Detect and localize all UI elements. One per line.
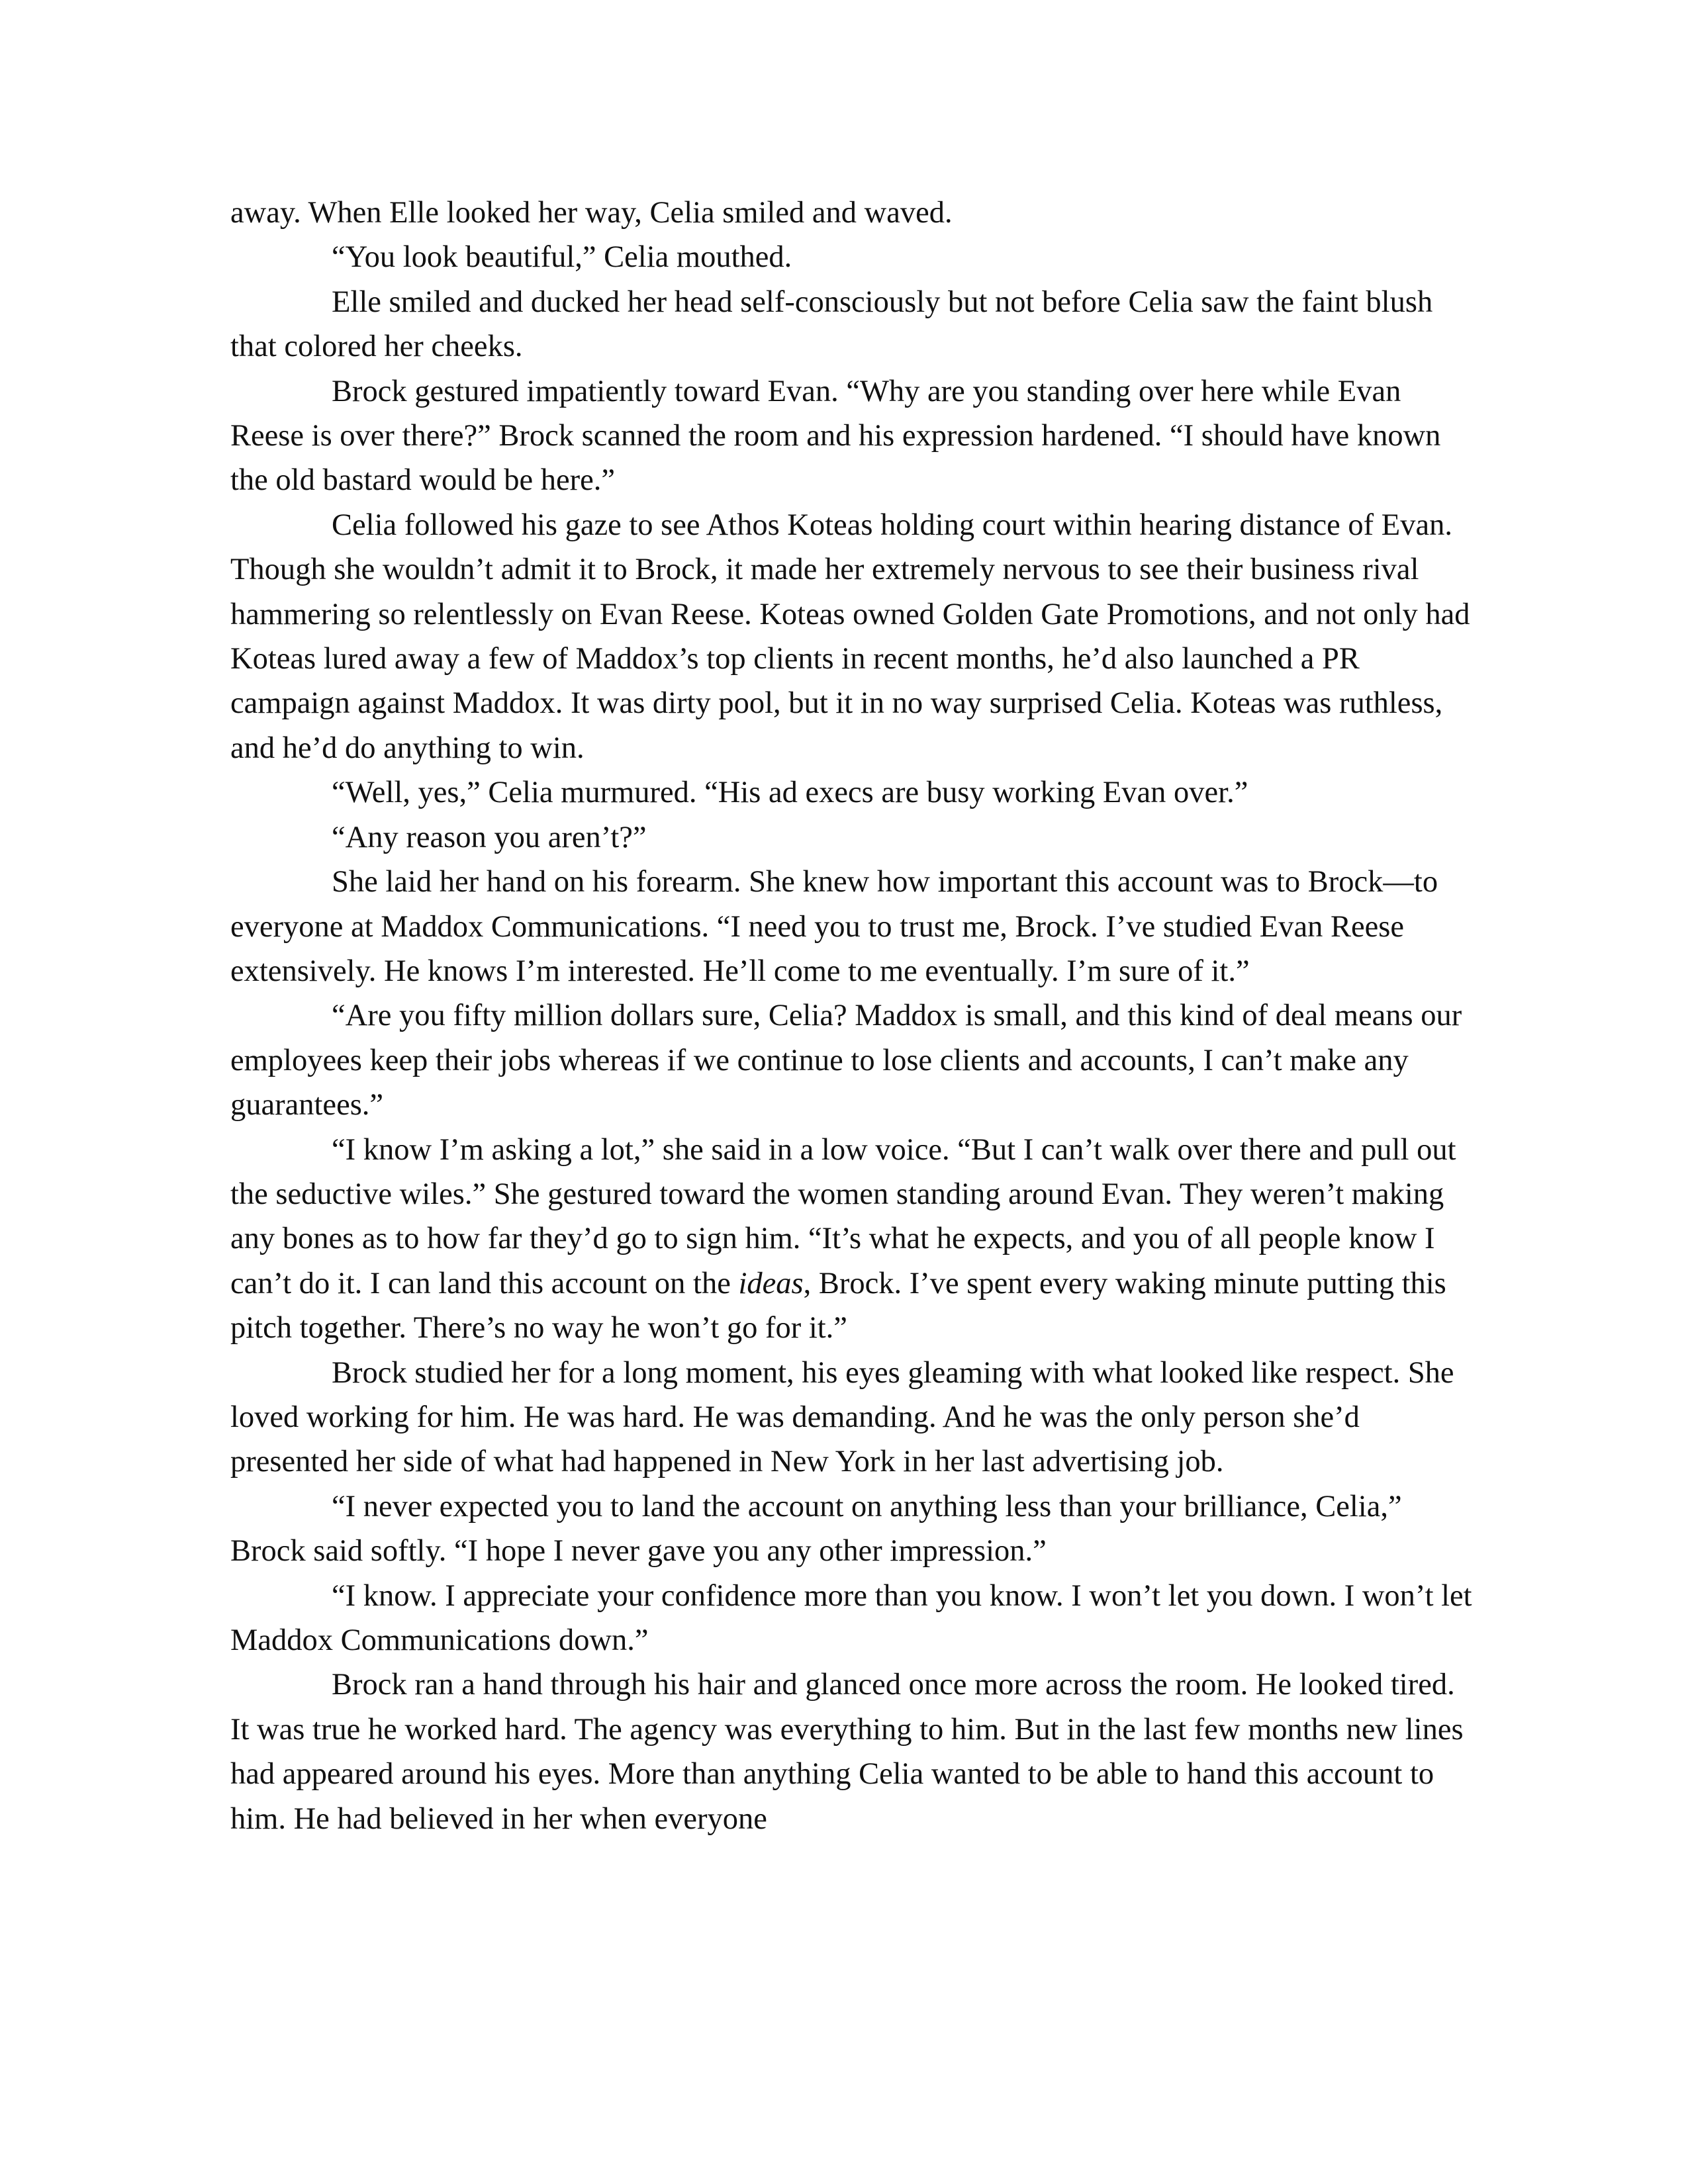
- paragraph: Brock studied her for a long moment, his eyes gleaming with what looked like respect. She loved working for him. He was hard. He was demanding. And he was the only person she’d presented her side of what had happened in New York in her last advertising job.: [230, 1355, 1454, 1479]
- paragraph: She laid her hand on his forearm. She knew how important this account was to Brock—to everyone at Maddox Communications. “I need you to trust me, Brock. I’ve studied Evan Reese extensively. He knows I’m interested. He’ll come to me eventually. I’m sure of it.”: [230, 865, 1438, 988]
- paragraph: [230, 1128, 1475, 1351]
- paragraph: Celia followed his gaze to see Athos Koteas holding court within hearing distance of Evan. Though she wouldn’t admit it to Brock, it made her extremely nervous to see their business rival hammering so relentlessly on Evan Reese. Koteas owned Golden Gate Promotions, and not only had Koteas lured away a few of Maddox’s top clients in recent months, he’d also launched a PR campaign against Maddox. It was dirty pool, but it in no way surprised Celia. Koteas was ruthless, and he’d do anything to win.: [230, 508, 1470, 765]
- paragraph-text: “I know I’m asking a lot,” she said in a low voice. “But I can’t walk over there and pull out the seductive wiles.” She gestured toward the women standing around Evan. They weren’t making any bones as to how far they’d go to sign him. “It’s what he expects, and you of all people know I can’t do it. I can land this account on the: [230, 1132, 1456, 1300]
- paragraph: Elle smiled and ducked her head self-consciously but not before Celia saw the faint blush that colored her cheeks.: [230, 285, 1433, 364]
- manuscript-page: [230, 191, 1475, 1841]
- paragraph: “I know. I appreciate your confidence more than you know. I won’t let you down. I won’t let Maddox Communications down.”: [230, 1578, 1472, 1657]
- paragraph-text: , Brock. I’ve spent every waking minute putting this pitch together. There’s no way he won’t go for it.”: [230, 1266, 1446, 1345]
- paragraph: Brock ran a hand through his hair and glanced once more across the room. He looked tired. It was true he worked hard. The agency was everything to him. But in the last few months new lines had appeared around his eyes. More than anything Celia wanted to be able to hand this account to him. He had believed in her when everyone: [230, 1668, 1464, 1836]
- paragraph: “I never expected you to land the account on anything less than your brilliance, Celia,” Brock said softly. “I hope I never gave you any other impression.”: [230, 1489, 1402, 1569]
- italic-emphasis: ideas: [738, 1266, 804, 1300]
- paragraph: “Well, yes,” Celia murmured. “His ad execs are busy working Evan over.”: [332, 776, 1248, 810]
- paragraph: “Are you fifty million dollars sure, Celia? Maddox is small, and this kind of deal means our employees keep their jobs whereas if we continue to lose clients and accounts, I can’t make any guarantees.”: [230, 999, 1462, 1122]
- paragraph: “You look beautiful,” Celia mouthed.: [332, 240, 792, 275]
- paragraph: away. When Elle looked her way, Celia smiled and waved.: [230, 196, 953, 230]
- paragraph: Brock gestured impatiently toward Evan. “Why are you standing over here while Evan Reese is over there?” Brock scanned the room and his expression hardened. “I should have known the old bastard would be here.”: [230, 374, 1441, 498]
- paragraph: “Any reason you aren’t?”: [332, 820, 647, 854]
